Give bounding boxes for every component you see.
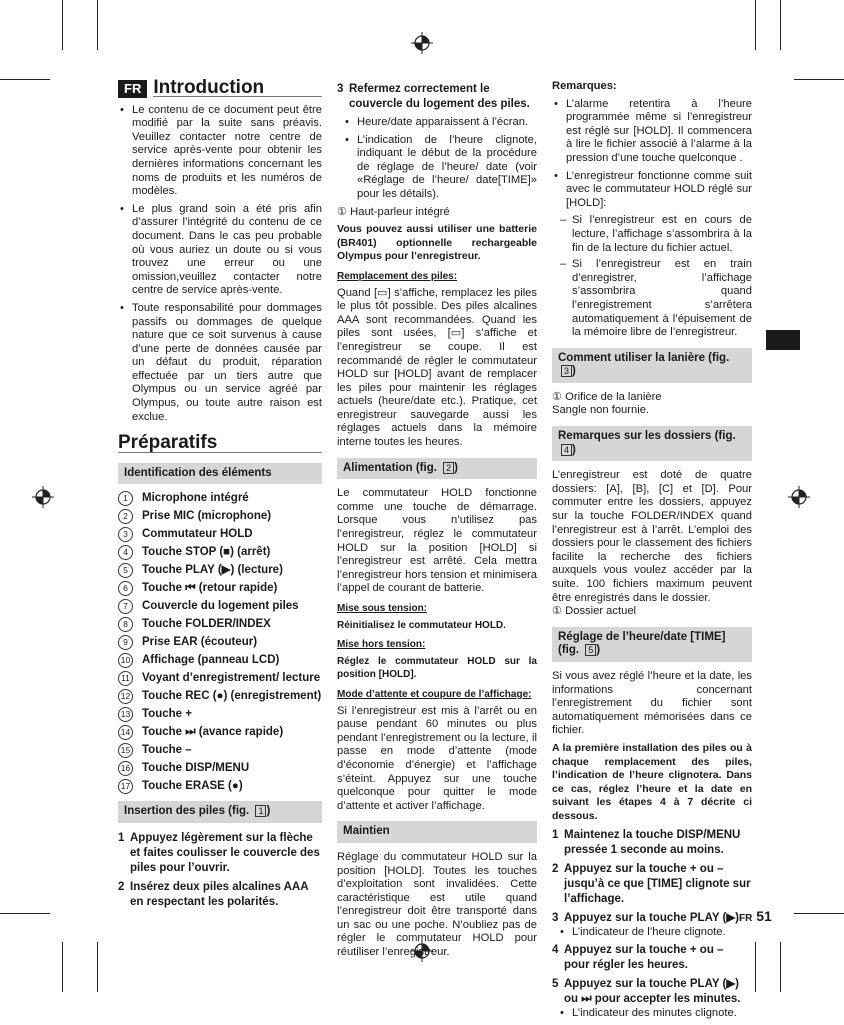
crop-mark [794, 913, 844, 914]
power-off-text: Réglez le commutateur HOLD sur la position [HOLD]. [337, 655, 537, 681]
list-item: 1 Microphone intégré [118, 492, 322, 505]
step3-bullet [558, 926, 752, 940]
crop-mark [794, 79, 844, 80]
list-item: • L’alarme retentira à l’heure programmée même si l’enregistreur est réglé sur [HOLD]. Il commencera à lire le fichier associé à l’alarme à la pression d’une touche quelconque . [552, 98, 752, 166]
crop-mark [755, 942, 756, 992]
introduction-title: Introduction [153, 81, 322, 98]
registration-mark-icon [411, 32, 433, 54]
time-bar: Réglage de l’heure/date [TIME] (fig. 5 ) [552, 627, 752, 662]
step: 1 Appuyez légèrement sur la flèche et faites coulisser le couvercle des piles pour l’ouvrir. [118, 832, 320, 875]
intro-list [118, 104, 322, 425]
list-item: • Le plus grand soin a été pris afin d’assurer l’intégrité du contenu de ce document. Dans le cas peu probable où vous auriez un doute ou si vous trouvez une erreur ou une omission,veuillez contacter notre centre de service après-vente. [118, 203, 322, 298]
step: 3 Appuyez sur la touche PLAY (▶). [552, 911, 743, 924]
strap-hole: ① Orifice de la lanière [552, 390, 662, 403]
time-text: Si vous avez réglé l’heure et la date, les informations concernant l’enregistrement du fichier sont automatiquement mémorisées dans ce fichier. [552, 669, 752, 737]
battery-insert-bar: Insertion des piles (fig. 1 ) [118, 801, 322, 823]
folders-text: L’enregistreur est doté de quatre dossiers: [A], [B], [C] et [D]. Pour commuter entre les dossiers, appuyez sur la touche FOLDER/INDEX quand l’enregistreur est à l’arrêt. L’emploi des dossiers pour le classement des fichiers facilite la recherche des fichiers auxquels vous voulez accéder par la suite. 100 fichiers maximum peuvent être enregistrés dans le dossier. [552, 469, 752, 604]
remarks-title: Remarques: [552, 80, 617, 92]
power-off-title: Mise hors tension: [337, 639, 426, 651]
folders-current: ① Dossier actuel [552, 605, 637, 618]
power-on-text: Réinitialisez le commutateur HOLD. [337, 619, 506, 631]
identification-bar: Identification des éléments [118, 463, 322, 485]
section-tab [766, 330, 800, 350]
list-item: 7 Couvercle du logement piles [118, 600, 322, 613]
list-item: 2 Prise MIC (microphone) [118, 510, 322, 523]
list-item: 15 Touche – [118, 744, 322, 757]
list-item: 17 Touche ERASE (●) [118, 780, 322, 793]
strap-bar: Comment utiliser la lanière (fig. 3 ) [552, 348, 752, 383]
list-item: 3 Commutateur HOLD [118, 528, 322, 541]
step: 3 Refermez correctement le couvercle du logement des piles. [337, 83, 530, 110]
list-item: 5 Touche PLAY (▶) (lecture) [118, 564, 322, 577]
remarks-list [552, 98, 752, 211]
power-text: Le commutateur HOLD fonctionne comme une touche de démarrage. Lorsque vous n’utilisez pas l’enregistreur, réglez le commutateur HOLD sur la position [HOLD] si l’enregistreur est arrêté. Cela mettra l’enregistreur hors tension et minimisera l’appel de courant de batterie. [337, 487, 537, 595]
hold-bar: Maintien [337, 821, 537, 843]
list-item: 8 Touche FOLDER/INDEX [118, 618, 322, 631]
step5-bullet [558, 1007, 752, 1021]
list-item: 11 Voyant d’enregistrement/ lecture [118, 672, 322, 685]
column-1 [118, 76, 322, 914]
page-number: FR 51 [739, 908, 772, 924]
dash-list [552, 214, 752, 339]
power-bar: Alimentation (fig. 2 ) [337, 458, 537, 480]
crop-mark [62, 0, 63, 50]
replace-text: Quand [▭] s’affiche, remplacez les piles le plus tôt possible. Des piles alcalines AAA sont recommandées. Quand les piles sont usées, [▭] s’affiche et l’enregistreur se coupe. Il est recommandé de régler le commutateur HOLD sur [HOLD] avant de remplacer les piles pour maintenir les réglages actuels (heure/date etc.). Pratique, cet enregistreur sauvegarde aussi les réglages actuels dans la mémoire interne toutes les heures. [337, 286, 537, 449]
registration-mark-icon [32, 486, 54, 508]
crop-mark [0, 79, 50, 80]
step3-list [343, 116, 537, 202]
step: 1 Maintenez la touche DISP/MENU pressée 1 seconde au moins. [552, 828, 741, 856]
list-item: – Si l’enregistreur est en train d’enregistrer, l’affichage s’assombrira quand l’enregistrement s’arrêtera automatiquement à l’épuisement de la mémoire libre de l’enregistreur. [552, 258, 752, 340]
step: 5 Appuyez sur la touche PLAY (▶) ou ⏭ pour accepter les minutes. [552, 978, 741, 1006]
crop-mark [97, 942, 98, 992]
list-item: • Heure/date apparaissent à l’écran. [343, 116, 537, 130]
column-2 [337, 80, 537, 964]
list-item: 14 Touche ⏭ (avance rapide) [118, 726, 322, 739]
list-item: • L’indicateur des minutes clignote. [558, 1007, 752, 1021]
column-3 [552, 80, 752, 1025]
power-on-title: Mise sous tension: [337, 603, 428, 614]
crop-mark [755, 0, 756, 50]
lang-badge: FR [118, 80, 147, 98]
introduction-heading [118, 76, 322, 98]
parts-list [118, 492, 322, 793]
hold-text: Réglage du commutateur HOLD sur la position [HOLD]. Toutes les touches d’exploitation sont invalidées. Cette caractéristique est utile quand l’enregistreur doit être transporté dans un sac ou une poche. N’oubliez pas de régler le commutateur HOLD pour réutiliser l’enregistreur. [337, 850, 537, 959]
strap-note: Sangle non fournie. [552, 404, 650, 417]
step: 4 Appuyez sur la touche + ou – pour régler les heures. [552, 944, 724, 972]
list-item: • L’indicateur de l’heure clignote. [558, 926, 752, 940]
list-item: • L’indication de l’heure clignote, indiquant le début de la procédure de réglage de l’heure/ date (voir «Réglage de l’heure/ date[TIME]» pour les détails). [343, 134, 537, 202]
crop-mark [97, 0, 98, 50]
preparatifs-title: Préparatifs [118, 436, 322, 453]
list-item: – Si l’enregistreur est en cours de lecture, l’affichage s’assombrira à la fin de la lecture du fichier actuel. [552, 214, 752, 255]
crop-mark [0, 913, 50, 914]
list-item: 6 Touche ⏮ (retour rapide) [118, 582, 322, 595]
crop-mark [780, 0, 781, 50]
list-item: • Toute responsabilité pour dommages passifs ou dommages de quelque nature que ce soit survenus à cause d’une perte de données causée par un défaut du produit, réparation effectuée par un tiers autre que Olympus ou un service agréé par Olympus, ou toute autre raison est exclue. [118, 302, 322, 424]
folders-bar: Remarques sur les dossiers (fig. 4 ) [552, 426, 752, 461]
list-item: 12 Touche REC (●) (enregistrement) [118, 690, 322, 703]
list-item: 9 Prise EAR (écouteur) [118, 636, 322, 649]
step: 2 Insérez deux piles alcalines AAA en respectant les polarités. [118, 881, 309, 909]
replace-title: Remplacement des piles: [337, 270, 458, 282]
list-item: 4 Touche STOP (■) (arrêt) [118, 546, 322, 559]
list-item: 13 Touche + [118, 708, 322, 721]
list-item: 10 Affichage (panneau LCD) [118, 654, 322, 667]
registration-mark-icon [788, 486, 810, 508]
crop-mark [62, 942, 63, 992]
time-bold: A la première installation des piles ou à chaque remplacement des piles, l’indication de l’heure clignotera. Dans ce cas, réglez l’heure et la date en suivant les étapes 4 à 7 décrite ci dessous. [552, 741, 752, 822]
list-item: 16 Touche DISP/MENU [118, 762, 322, 775]
rechargeable-note: Vous pouvez aussi utiliser une batterie (BR401) optionnelle rechargeable Olympus pour l’enregistreur. [337, 223, 537, 263]
list-item: • L’enregistreur fonctionne comme suit avec le commutateur HOLD réglé sur [HOLD]: [552, 170, 752, 211]
speaker-label: ① Haut-parleur intégré [337, 205, 450, 218]
step: 2 Appuyez sur la touche + ou – jusqu’à ce que [TIME] clignote sur l’affichage. [552, 862, 751, 905]
list-item: • Le contenu de ce document peut être modifié par la suite sans préavis. Veuillez contacter notre centre de service après-vente pour obtenir les dernières informations concernant les noms de produits et les numéros de modèles. [118, 104, 322, 199]
standby-title: Mode d’attente et coupure de l’affichage: [337, 688, 532, 700]
standby-text: Si l’enregistreur est mis à l’arrêt ou en pause pendant 60 minutes ou plus pendant l’enregistrement ou la lecture, il passe en mode d’attente (mode d’économie d’énergie) et l’affichage s’éteint. Appuyez sur une touche quelconque pour quitter le mode d’attente et activer l’affichage. [337, 704, 537, 812]
crop-mark [780, 942, 781, 992]
